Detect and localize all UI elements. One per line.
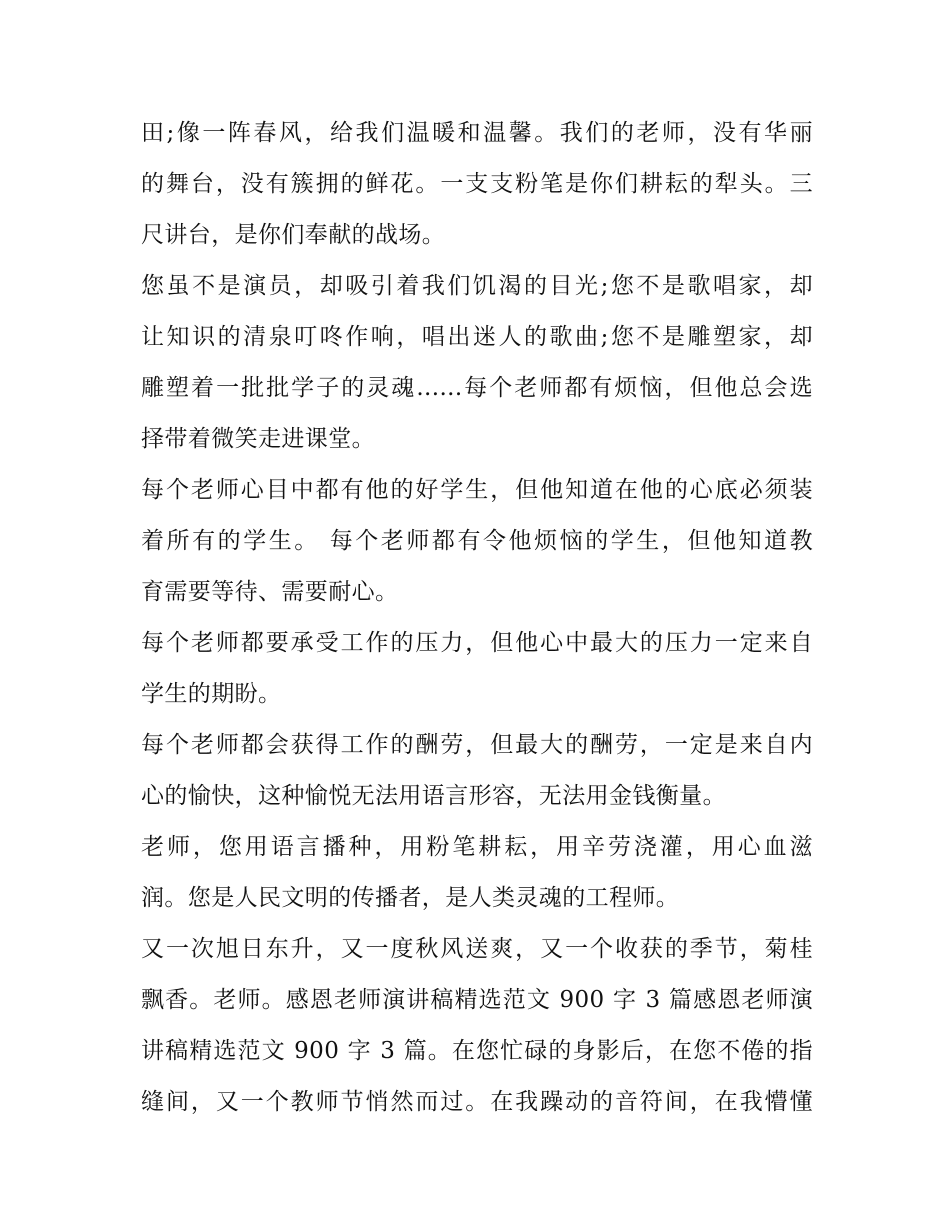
text-line: 心的愉快，这种愉悦无法用语言形容，无法用金钱衡量。 (141, 783, 726, 809)
text-line: 育需要等待、需要耐心。 (141, 579, 399, 605)
text-line: 田;像一阵春风，给我们温暖和温馨。我们的老师，没有华丽 (141, 120, 813, 146)
text-line: 择带着微笑走进课堂。 (141, 426, 375, 452)
body-text (141, 108, 813, 1128)
text-line: 讲稿精选范文 900 字 3 篇。在您忙碌的身影后，在您不倦的指 (141, 1038, 813, 1064)
text-line: 又一次旭日东升，又一度秋风送爽，又一个收获的季节，菊桂 (141, 936, 813, 962)
text-line: 每个老师都要承受工作的压力，但他心中最大的压力一定来自 (141, 630, 813, 656)
text-line: 着所有的学生。 每个老师都有令他烦恼的学生，但他知道教 (141, 528, 813, 554)
text-line: 老师，您用语言播种，用粉笔耕耘，用辛劳浇灌，用心血滋 (141, 834, 813, 860)
text-line: 每个老师都会获得工作的酬劳，但最大的酬劳，一定是来自内 (141, 732, 813, 758)
text-line: 让知识的清泉叮咚作响，唱出迷人的歌曲;您不是雕塑家，却 (141, 324, 813, 350)
text-line: 学生的期盼。 (141, 681, 282, 707)
text-line: 缝间，又一个教师节悄然而过。在我躁动的音符间，在我懵懂 (141, 1089, 813, 1115)
text-line: 您虽不是演员，却吸引着我们饥渴的目光;您不是歌唱家，却 (141, 273, 813, 299)
text-line: 每个老师心目中都有他的好学生，但他知道在他的心底必须装 (141, 477, 813, 503)
text-line: 雕塑着一批批学子的灵魂......每个老师都有烦恼，但他总会选 (141, 375, 813, 401)
text-line: 尺讲台，是你们奉献的战场。 (141, 222, 446, 248)
text-line: 润。您是人民文明的传播者，是人类灵魂的工程师。 (141, 885, 680, 911)
text-line: 飘香。老师。感恩老师演讲稿精选范文 900 字 3 篇感恩老师演 (141, 987, 813, 1013)
text-line: 的舞台，没有簇拥的鲜花。一支支粉笔是你们耕耘的犁头。三 (141, 171, 813, 197)
